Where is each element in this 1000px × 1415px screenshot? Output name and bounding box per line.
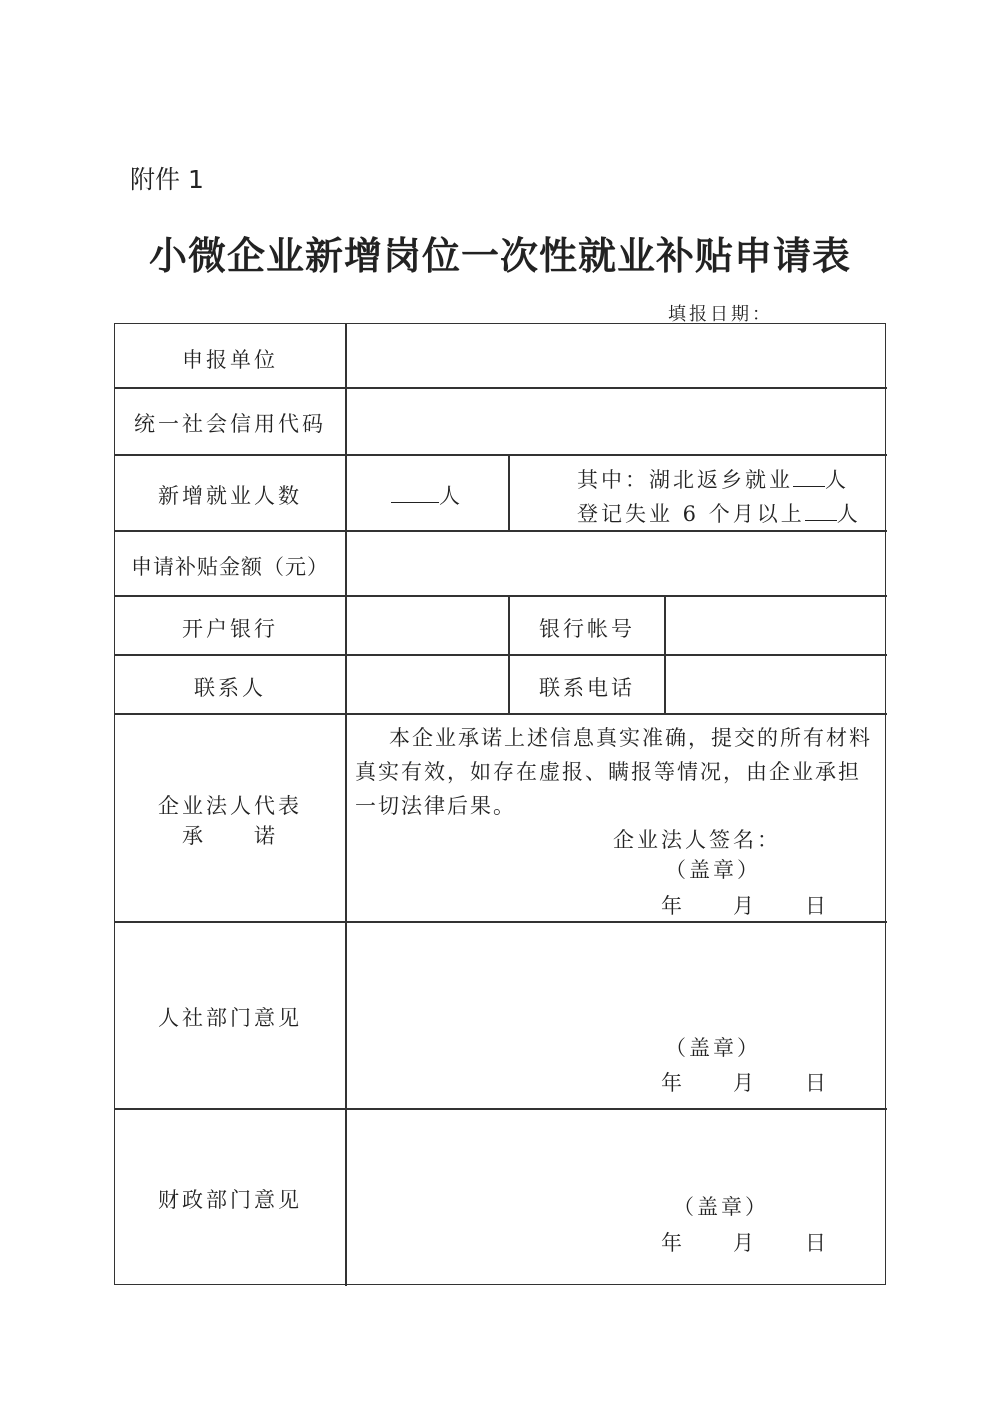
hr-date-ymd: 年 月 日 [661,1071,829,1095]
commitment-text-1: 本企业承诺上述信息真实准确，提交的所有材料 [389,726,872,750]
form-title: 小微企业新增岗位一次性就业补贴申请表 [148,233,851,278]
new-jobs-unit: 人 [439,484,463,508]
attachment-label: 附件 1 [130,165,204,194]
account-label: 银行帐号 [539,617,635,641]
unemployed-blank[interactable] [805,499,837,521]
applicant-label: 申报单位 [182,348,278,372]
commitment-text-2: 真实有效，如存在虚报、瞒报等情况，由企业承担 [355,760,861,784]
application-form-table [114,323,886,1285]
commitment-text-3: 一切法律后果。 [355,794,516,818]
hubei-return-label: 其中：湖北返乡就业 [577,468,793,492]
legal-rep-label: 企业法人代表 [158,794,302,818]
unemployed-line [577,498,861,528]
contact-field[interactable] [347,656,507,712]
amount-label: 申请补贴金额（元） [131,555,329,579]
commitment-label: 承 诺 [182,824,278,848]
phone-field[interactable] [666,656,885,712]
bank-label: 开户银行 [182,617,278,641]
credit-code-field[interactable] [347,389,885,453]
finance-date-ymd: 年 月 日 [661,1231,829,1255]
finance-dept-label: 财政部门意见 [158,1188,302,1212]
hubei-return-blank[interactable] [793,465,825,487]
unemployed-label: 登记失业 6 个月以上 [577,502,805,526]
bank-field[interactable] [347,597,507,653]
fill-date-label: 填报日期： [668,304,773,325]
new-jobs-field[interactable] [391,480,463,510]
amount-field[interactable] [347,532,885,594]
hr-dept-label: 人社部门意见 [158,1006,302,1030]
credit-code-label: 统一社会信用代码 [134,412,326,436]
signature-label: 企业法人签名： [613,828,781,852]
applicant-field[interactable] [347,324,885,386]
finance-seal-label: （盖章） [673,1195,769,1219]
hr-seal-label: （盖章） [665,1036,761,1060]
new-jobs-label: 新增就业人数 [158,484,302,508]
hubei-return-line [577,464,849,494]
date-ymd: 年 月 日 [661,894,829,918]
new-jobs-blank[interactable] [391,481,439,503]
phone-label: 联系电话 [539,676,635,700]
seal-label: （盖章） [665,858,761,882]
contact-label: 联系人 [194,676,266,700]
finance-dept-opinion-field[interactable] [347,1110,885,1284]
unemployed-unit: 人 [836,502,861,526]
hubei-return-unit: 人 [825,468,849,492]
account-field[interactable] [666,597,885,653]
